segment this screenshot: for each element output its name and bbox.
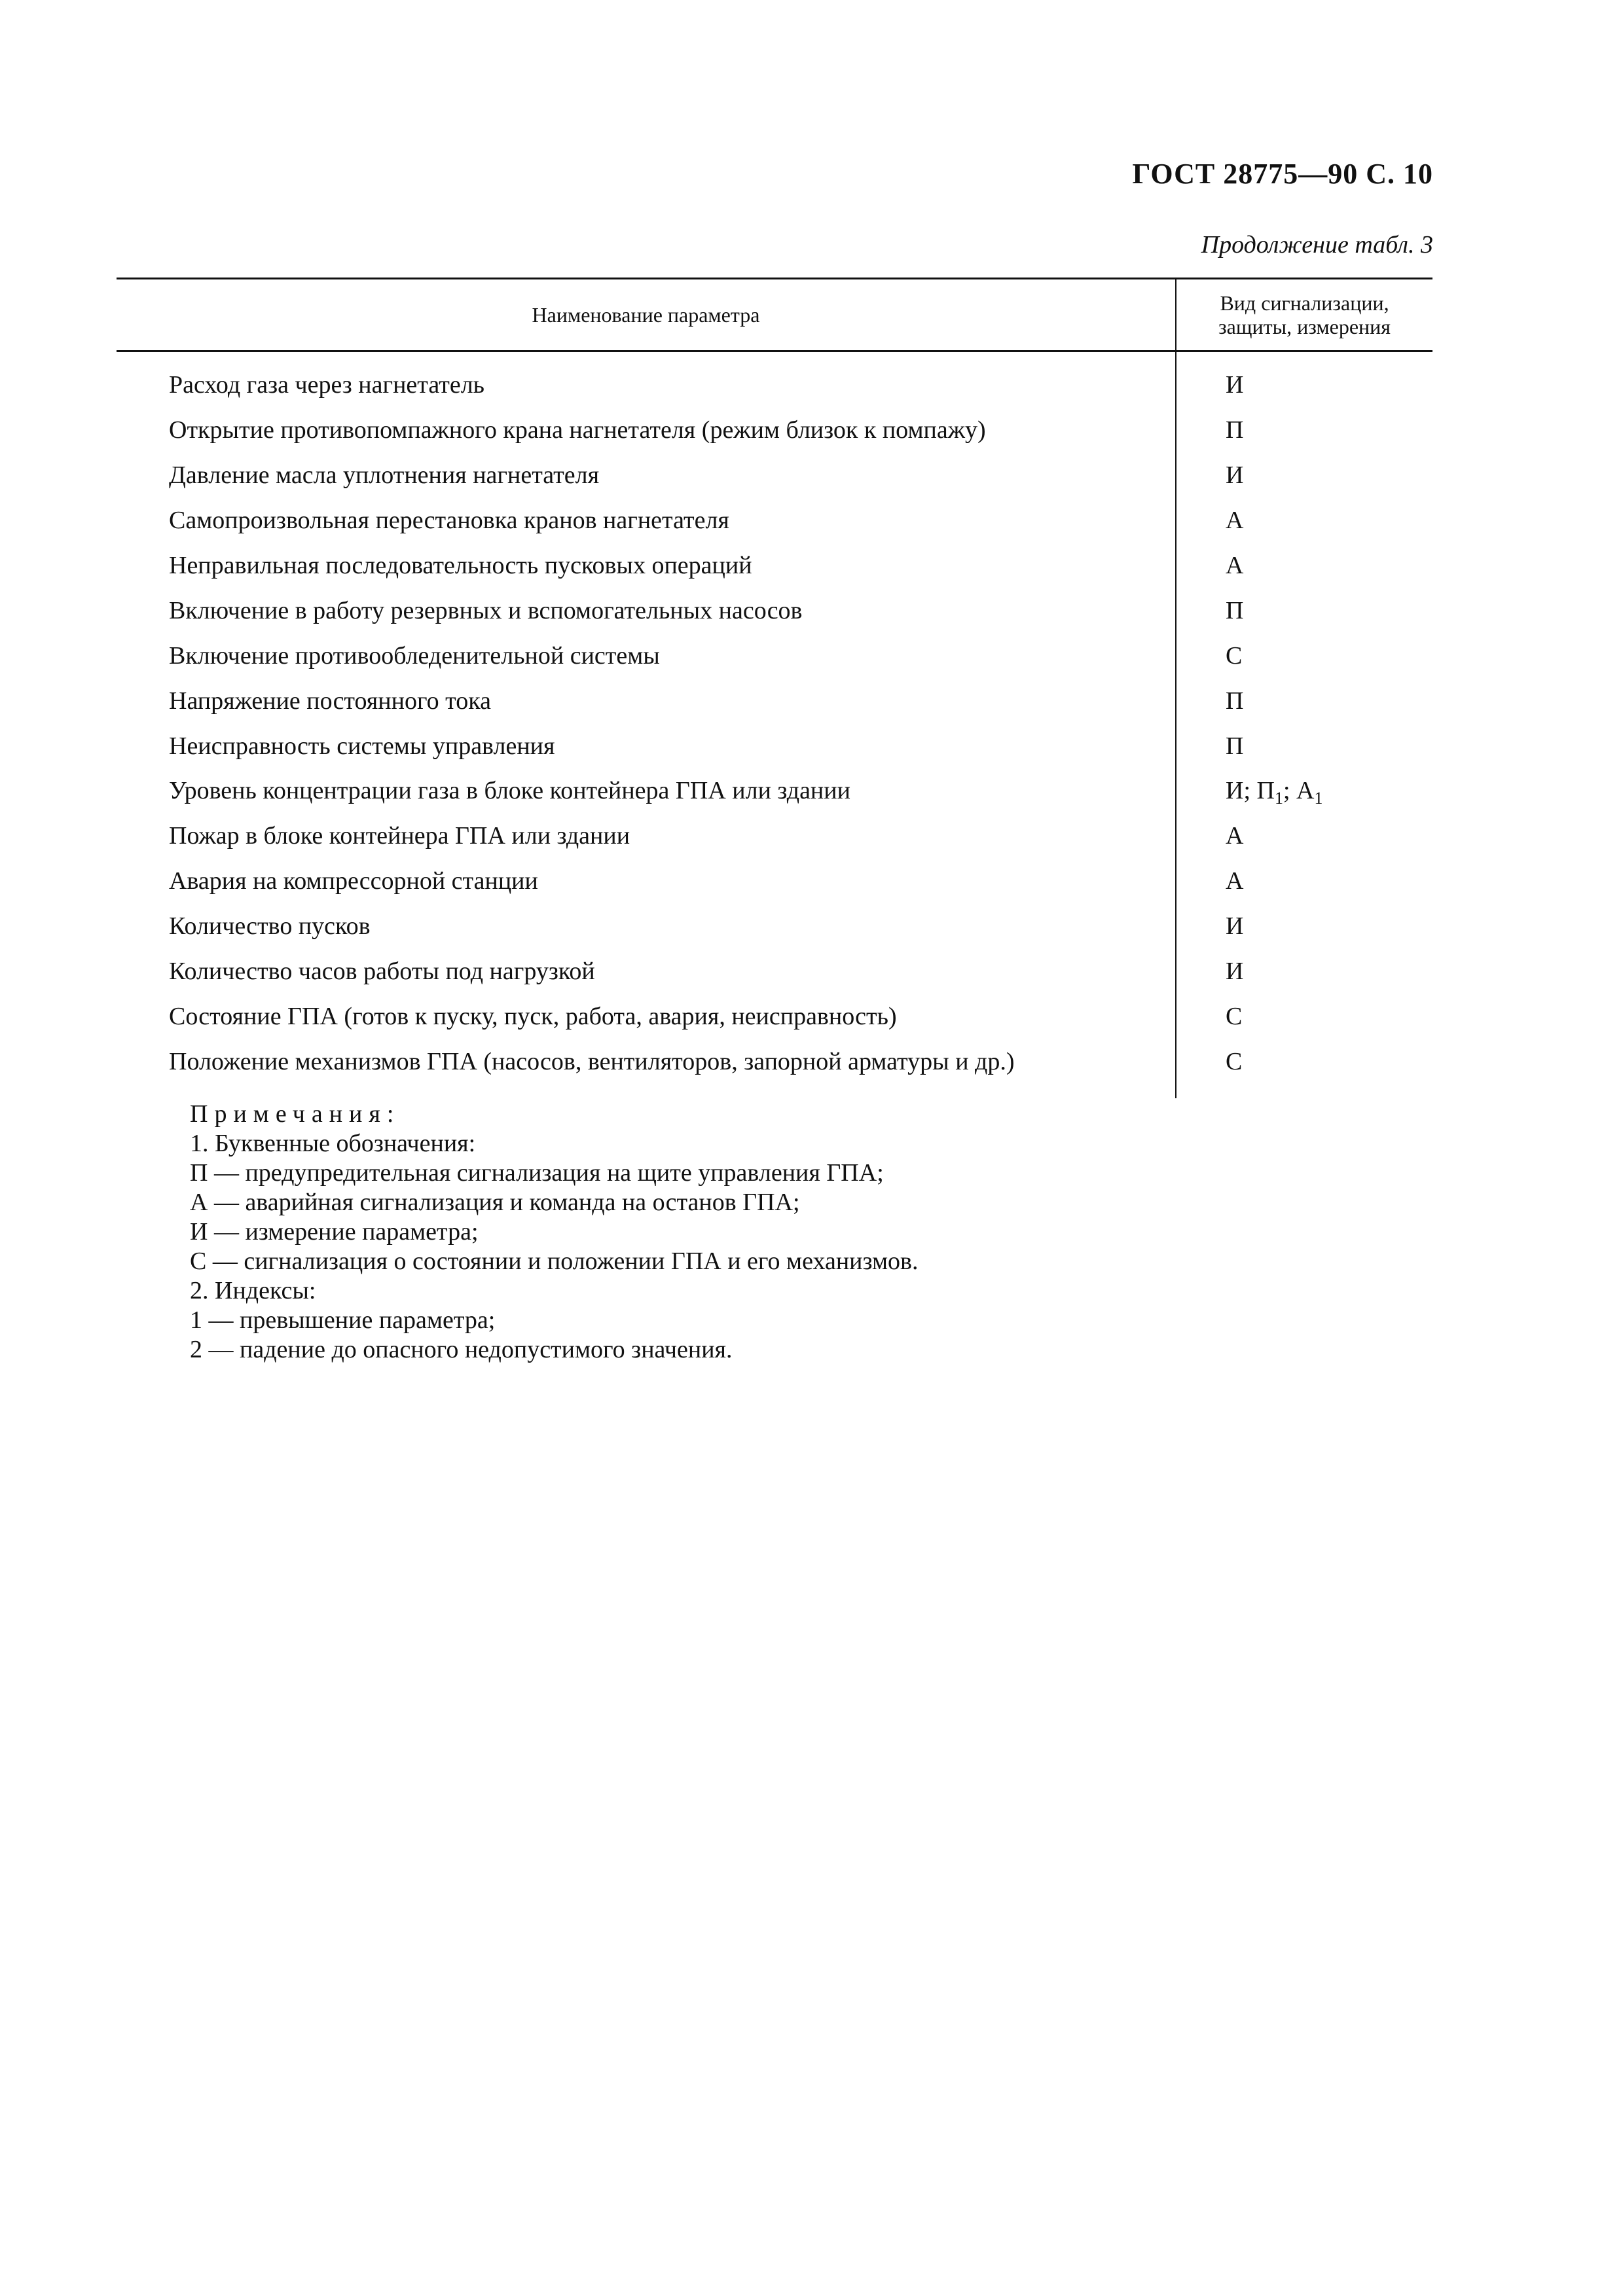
table-row (117, 408, 1432, 453)
signal-type: И (1176, 949, 1432, 994)
signal-type: И (1176, 904, 1432, 949)
table-row (117, 543, 1432, 588)
parameter-name: Неисправность системы управления (169, 732, 555, 760)
signal-type: И (1176, 351, 1432, 408)
parameter-name: Давление масла уплотнения нагнетателя (169, 461, 600, 490)
signal-type: П (1176, 678, 1432, 723)
table-header-row (117, 279, 1432, 351)
table-row (117, 633, 1432, 678)
table-continuation-label: Продолжение табл. 3 (1201, 231, 1433, 259)
signal-type: А (1176, 859, 1432, 904)
table-row (117, 453, 1432, 498)
note-line: 2. Индексы: (190, 1277, 316, 1304)
parameter-name: Состояние ГПА (готов к пуску, пуск, работа, авария, неисправность) (169, 1002, 897, 1030)
note-line: С — сигнализация о состоянии и положении ГПА и его механизмов. (190, 1247, 919, 1275)
signal-type: С (1176, 633, 1432, 678)
signal-type: А (1176, 543, 1432, 588)
table-row (117, 678, 1432, 723)
signal-type-main: И; П (1226, 777, 1275, 805)
signal-type: П (1176, 723, 1432, 768)
column-header-signal-type-line1: Вид сигнализации, (1220, 291, 1389, 315)
signal-type-main: ; А (1283, 777, 1315, 805)
signal-type: П (1176, 588, 1432, 633)
note-line: А — аварийная сигнализация и команда на останов ГПА; (190, 1189, 800, 1216)
signal-type: А (1176, 498, 1432, 543)
parameter-name: Положение механизмов ГПА (насосов, вентиляторов, запорной арматуры и др.) (169, 1047, 1015, 1075)
column-header-signal-type (1176, 279, 1432, 351)
signal-type: А (1176, 814, 1432, 859)
parameter-name: Уровень концентрации газа в блоке контейнера ГПА или здании (169, 777, 850, 805)
table-row (117, 949, 1432, 994)
note-line: 1. Буквенные обозначения: (190, 1130, 476, 1157)
parameter-name: Авария на компрессорной станции (169, 867, 538, 895)
table-row (117, 904, 1432, 949)
parameters-table (117, 278, 1432, 1098)
signal-type: С (1176, 994, 1432, 1039)
table-row (117, 351, 1432, 408)
signal-type (1176, 768, 1432, 814)
parameter-name: Открытие противопомпажного крана нагнетателя (режим близок к помпажу) (169, 416, 986, 444)
note-line: 2 — падение до опасного недопустимого значения. (190, 1336, 733, 1363)
signal-type: П (1176, 408, 1432, 453)
column-header-parameter: Наименование параметра (532, 303, 760, 327)
notes-title: Примечания: (190, 1100, 401, 1128)
table-row (117, 1039, 1432, 1098)
table-row (117, 814, 1432, 859)
parameter-name: Напряжение постоянного тока (169, 687, 491, 715)
notes-section (190, 1100, 918, 1365)
table-row (117, 588, 1432, 633)
signal-type-index: 1 (1274, 789, 1283, 808)
signal-type-index: 1 (1314, 789, 1323, 808)
note-line: И — измерение параметра; (190, 1218, 479, 1246)
note-line: П — предупредительная сигнализация на щите управления ГПА; (190, 1159, 884, 1187)
page-title: ГОСТ 28775—90 С. 10 (1132, 158, 1433, 190)
parameter-name: Самопроизвольная перестановка кранов нагнетателя (169, 507, 729, 535)
parameter-name: Включение в работу резервных и вспомогательных насосов (169, 596, 803, 624)
table-row (117, 723, 1432, 768)
parameter-name: Пожар в блоке контейнера ГПА или здании (169, 822, 630, 850)
parameter-name: Количество пусков (169, 912, 371, 941)
table-row (117, 768, 1432, 814)
table-row (117, 994, 1432, 1039)
signal-type: С (1176, 1039, 1432, 1098)
table-row (117, 498, 1432, 543)
parameter-name: Количество часов работы под нагрузкой (169, 958, 595, 986)
parameter-name: Включение противообледенительной системы (169, 641, 660, 670)
signal-type: И (1176, 453, 1432, 498)
column-header-signal-type-line2: защиты, измерения (1218, 315, 1391, 338)
parameter-name: Неправильная последовательность пусковых операций (169, 552, 752, 579)
table-row (117, 859, 1432, 904)
parameter-name: Расход газа через нагнетатель (169, 371, 485, 399)
note-line: 1 — превышение параметра; (190, 1306, 496, 1334)
